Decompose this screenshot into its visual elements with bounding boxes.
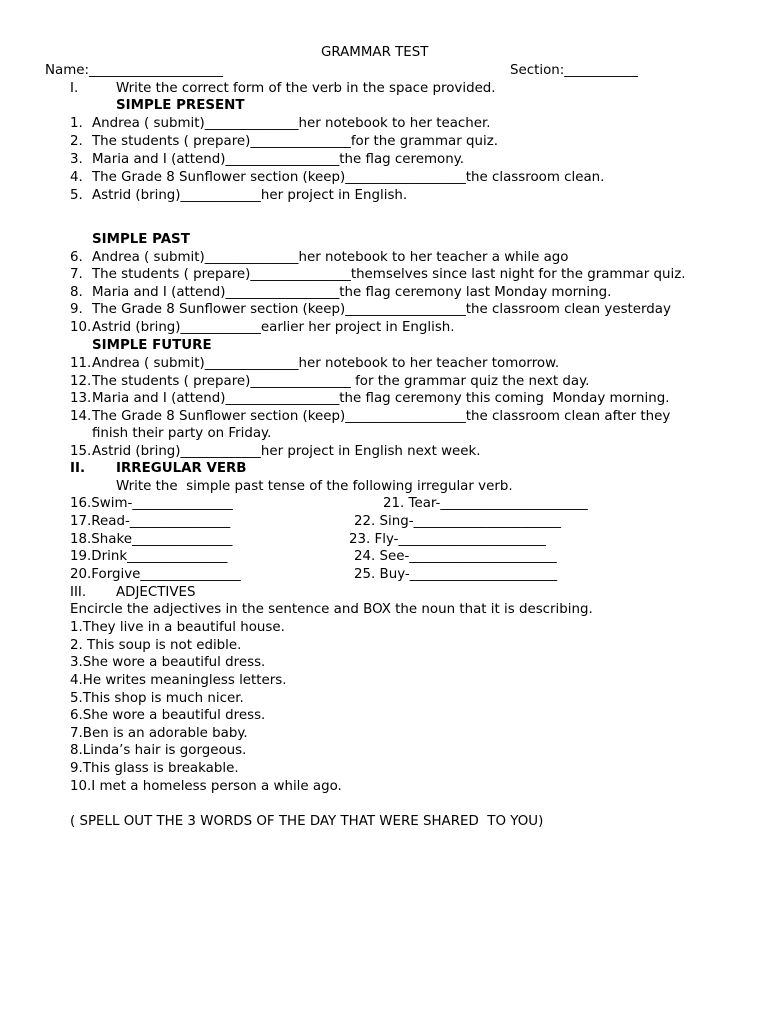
part1-instruction: Write the correct form of the verb in the space provided. [116,81,496,96]
list-item[interactable]: Astrid (bring)____________earlier her project in English. [92,320,455,335]
list-item-number: 14. [70,409,92,424]
list-item-number: 6. [70,250,83,265]
list-item-number: 5. [70,188,83,203]
list-item-number: 2. [70,134,83,149]
verb-item[interactable]: 22. Sing-______________________ [354,514,561,529]
list-item[interactable]: Maria and I (attend)_________________the flag ceremony. [92,152,464,167]
part1-number: I. [70,81,79,96]
verb-item[interactable]: 16.Swim-_______________ [70,496,233,511]
list-item-number: 15. [70,444,92,459]
verb-item[interactable]: 24. See-______________________ [354,549,557,564]
list-item[interactable]: The Grade 8 Sunflower section (keep)__________________the classroom clean. [92,170,605,185]
list-item[interactable]: The students ( prepare)_______________ for the grammar quiz the next day. [92,374,590,389]
page-title: GRAMMAR TEST [321,45,429,60]
list-item-number: 13. [70,391,92,406]
part2-instruction: Write the simple past tense of the following irregular verb. [116,479,513,494]
verb-item[interactable]: 21. Tear-______________________ [383,496,588,511]
list-item-number: 11. [70,356,92,371]
part2-heading: IRREGULAR VERB [116,461,247,476]
list-item-number: 4. [70,170,83,185]
simple-present-heading: SIMPLE PRESENT [116,98,245,113]
list-item[interactable]: Maria and I (attend)_________________the flag ceremony this coming Monday morning. [92,391,670,406]
part3-heading: ADJECTIVES [116,585,196,600]
verb-item[interactable]: 17.Read-_______________ [70,514,231,529]
list-item[interactable]: Maria and I (attend)_________________the flag ceremony last Monday morning. [92,285,612,300]
verb-item[interactable]: 19.Drink_______________ [70,549,228,564]
list-item[interactable]: Astrid (bring)____________her project in English. [92,188,408,203]
list-item[interactable]: 4.He writes meaningless letters. [70,673,287,688]
verb-item[interactable]: 23. Fly-______________________ [349,532,546,547]
verb-item[interactable]: 25. Buy-______________________ [354,567,558,582]
part2-number: II. [70,461,86,476]
list-item[interactable]: 3.She wore a beautiful dress. [70,655,266,670]
list-item-number: 10. [70,320,92,335]
list-item[interactable]: 5.This shop is much nicer. [70,691,244,706]
list-item-number: 3. [70,152,83,167]
list-item-number: 1. [70,116,83,131]
list-item[interactable]: 8.Linda’s hair is gorgeous. [70,743,247,758]
list-item[interactable]: 2. This soup is not edible. [70,638,242,653]
list-item[interactable]: Andrea ( submit)______________her notebook to her teacher tomorrow. [92,356,560,371]
list-item[interactable]: The students ( prepare)_______________themselves since last night for the grammar quiz. [92,267,686,282]
part3-number: III. [70,585,87,600]
list-item[interactable]: 7.Ben is an adorable baby. [70,726,248,741]
simple-past-heading: SIMPLE PAST [92,232,190,247]
simple-future-heading: SIMPLE FUTURE [92,338,212,353]
footer-note: ( SPELL OUT THE 3 WORDS OF THE DAY THAT WERE SHARED TO YOU) [70,814,544,829]
list-item[interactable]: The Grade 8 Sunflower section (keep)__________________the classroom clean after they [92,409,671,424]
list-item[interactable]: 10.I met a homeless person a while ago. [70,779,342,794]
list-item-number: 9. [70,302,83,317]
verb-item[interactable]: 18.Shake_______________ [70,532,233,547]
verb-item[interactable]: 20.Forgive_______________ [70,567,241,582]
list-item-continuation: finish their party on Friday. [92,426,272,441]
list-item-number: 8. [70,285,83,300]
part3-instruction: Encircle the adjectives in the sentence and BOX the noun that it is describing. [70,602,593,617]
list-item[interactable]: Andrea ( submit)______________her notebook to her teacher a while ago [92,250,569,265]
list-item-number: 7. [70,267,83,282]
section-field-label[interactable]: Section:___________ [510,63,638,78]
list-item[interactable]: 6.She wore a beautiful dress. [70,708,266,723]
list-item-number: 12. [70,374,92,389]
list-item[interactable]: Astrid (bring)____________her project in English next week. [92,444,481,459]
list-item[interactable]: 9.This glass is breakable. [70,761,239,776]
list-item[interactable]: The Grade 8 Sunflower section (keep)__________________the classroom clean yesterday [92,302,671,317]
list-item[interactable]: The students ( prepare)_______________for the grammar quiz. [92,134,498,149]
list-item[interactable]: 1.They live in a beautiful house. [70,620,285,635]
name-field-label[interactable]: Name:____________________ [45,63,223,78]
list-item[interactable]: Andrea ( submit)______________her notebook to her teacher. [92,116,491,131]
